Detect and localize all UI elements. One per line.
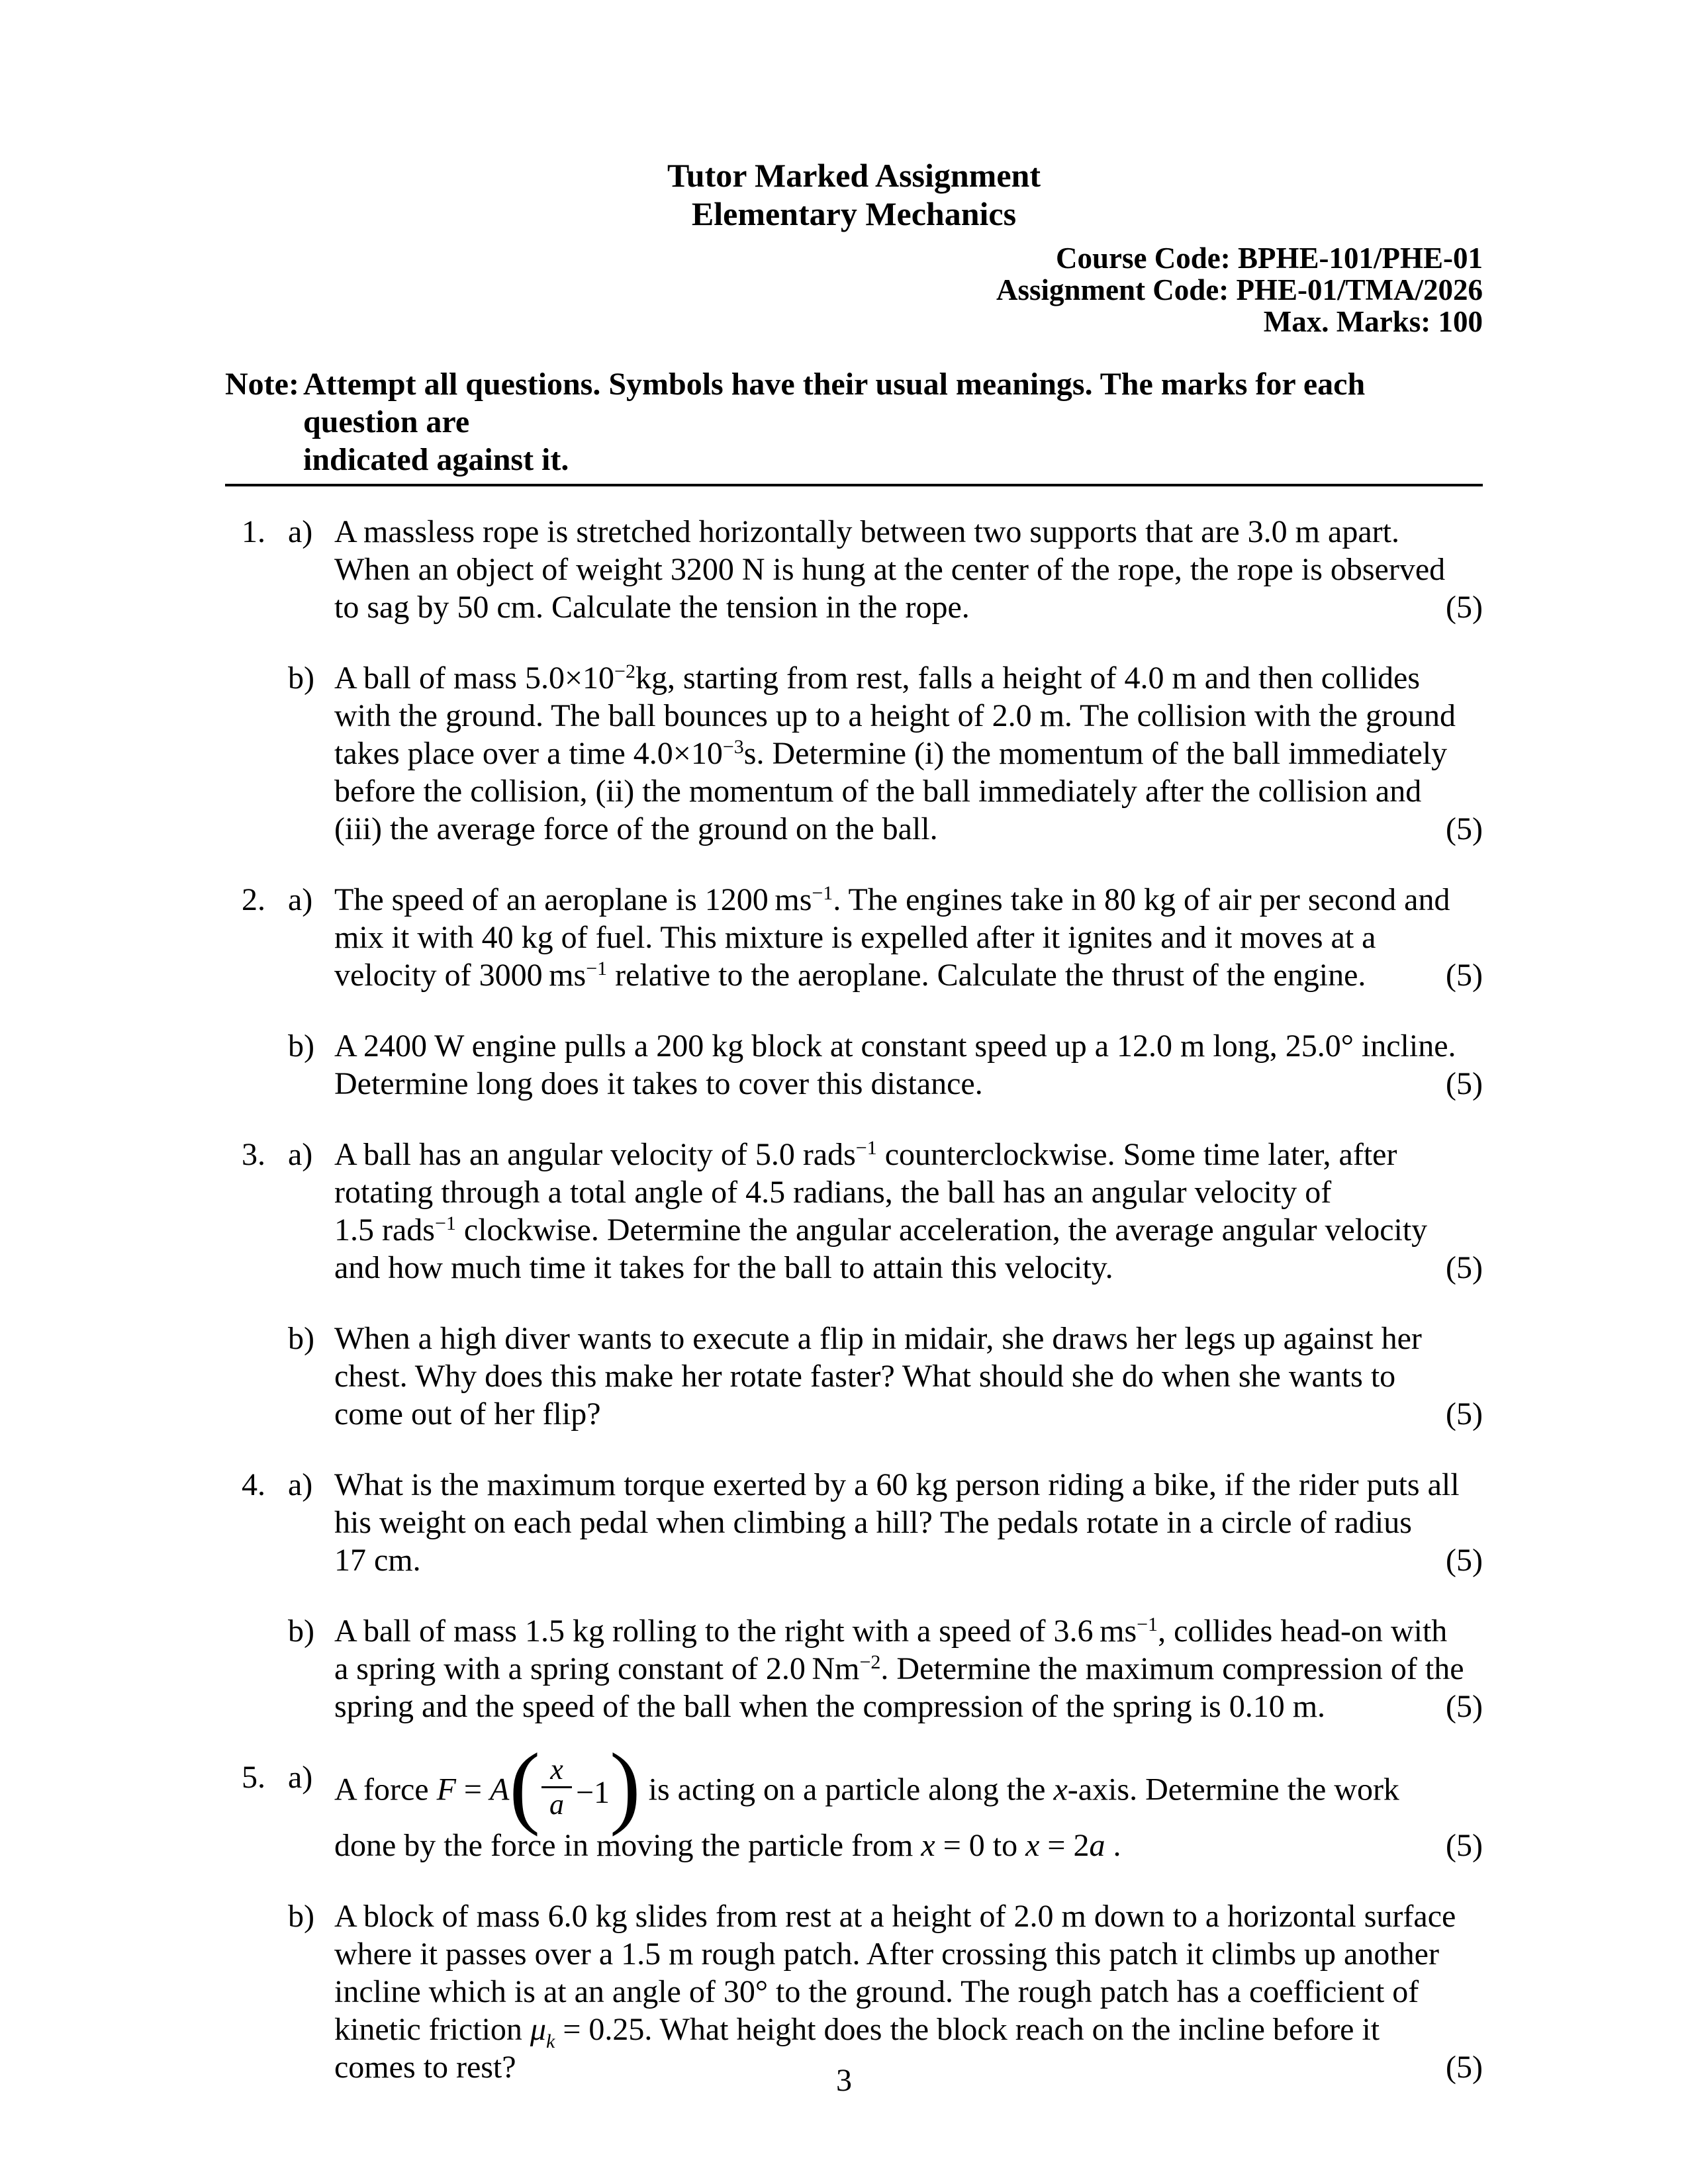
- course-title: Elementary Mechanics: [691, 195, 1017, 232]
- question-number-spacer: [242, 1320, 288, 1433]
- marks: (5): [1446, 1543, 1483, 1578]
- question-number: 5.: [242, 1760, 265, 1795]
- question-number: 3.: [242, 1137, 265, 1172]
- part-text: (5) A ball of mass 1.5 kg rolling to the right with a speed of 3.6 $ms^{-1}$, collides head-on with a spring with a spring constant of 2.0 $Nm^{-2}$. Determine the maximum compression of the spring and the speed of the ball when the compression of the spring is 0.10 m.: [334, 1614, 1483, 1724]
- marks: (5): [1446, 2050, 1483, 2085]
- question-part-5a: [225, 1734, 1483, 1864]
- part-text: (5) A ball has an angular velocity of 5.0 rads$^{-1}$ counterclockwise. Some time later, after rotating through a total angle of 4.5 radians, the ball has an angular velocity of 1.5 rads$^{-1}$ clockwise. Determine the angular acceleration, the average angular velocity and how much time it takes for the ball to attain this velocity.: [334, 1137, 1483, 1285]
- marks: (5): [1446, 811, 1483, 846]
- part-text: (5) The speed of an aeroplane is 1200 $ms^{-1}$. The engines take in 80 kg of air per second and mix it with 40 kg of fuel. This mixture is expelled after it ignites and it moves at a velocity of 3000 $ms^{-1}$ relative to the aeroplane. Calculate the thrust of the engine.: [334, 882, 1483, 993]
- question-part-5b: [225, 1897, 1483, 2086]
- marks: (5): [1446, 1250, 1483, 1285]
- part-text: (5) A 2400 W engine pulls a 200 kg block at constant speed up a 12.0 m long, 25.0° incline. Determine long does it takes to cover this distance.: [334, 1028, 1483, 1101]
- part-label: b): [288, 1899, 314, 1934]
- part-label: b): [288, 660, 314, 696]
- question-part-4b: [225, 1612, 1483, 1725]
- question-part-1a: [225, 513, 1483, 626]
- note: [225, 365, 1483, 478]
- part-text: (5) A ball of mass $5.0\times 10^{-2}kg$, starting from rest, falls a height of 4.0 m and then collides with the ground. The ball bounces up to a height of 2.0 m. The collision with the ground takes place over a time $4.0\times 10^{-3}s$. Determine (i) the momentum of the ball immediately before the collision, (ii) the momentum of the ball immediately after the collision and (iii) the average force of the ground on the ball.: [334, 660, 1483, 846]
- part-text: (5) A force F = A( $\frac{x}{a}$ −1) is acting on a particle along the x-axis. Determine the work done by the force in moving the particle from x = 0 to x = 2a .: [334, 1734, 1483, 1863]
- part-text: (5) A massless rope is stretched horizontally between two supports that are 3.0 m apart. When an object of weight 3200 N is hung at the center of the rope, the rope is observed to sag by 50 cm. Calculate the tension in the rope.: [334, 514, 1483, 625]
- divider-rule: [225, 484, 1483, 486]
- part-text: (5) A block of mass 6.0 kg slides from rest at a height of 2.0 m down to a horizontal surface where it passes over a 1.5 m rough patch. After crossing this patch it climbs up another incline which is at an angle of 30° to the ground. The rough patch has a coefficient of kinetic friction $\mu_k = 0.25$. What height does the block reach on the incline before it comes to rest?: [334, 1899, 1483, 2085]
- marks: (5): [1446, 958, 1483, 993]
- part-text: (5) When a high diver wants to execute a flip in midair, she draws her legs up against her chest. Why does this make her rotate faster? What should she do when she wants to come out of her flip?: [334, 1321, 1483, 1432]
- question-part-4a: [225, 1466, 1483, 1579]
- title-block: [225, 156, 1483, 233]
- question-part-2b: [225, 1027, 1483, 1103]
- assignment-code: Assignment Code: PHE-01/TMA/2026: [996, 273, 1483, 306]
- question-part-2a: [225, 881, 1483, 994]
- question-number-spacer: [242, 1612, 288, 1725]
- max-marks: Max. Marks: 100: [1263, 305, 1483, 338]
- part-label: a): [288, 1467, 313, 1502]
- assignment-title: Tutor Marked Assignment: [667, 157, 1041, 194]
- part-label: b): [288, 1321, 314, 1356]
- question-number-spacer: [242, 1027, 288, 1103]
- page-number: 3: [836, 2063, 852, 2098]
- part-label: a): [288, 1760, 313, 1795]
- question-number: 1.: [242, 514, 265, 549]
- part-label: a): [288, 514, 313, 549]
- marks: (5): [1446, 590, 1483, 625]
- part-text: (5) What is the maximum torque exerted by a 60 kg person riding a bike, if the rider puts all his weight on each pedal when climbing a hill? The pedals rotate in a circle of radius 17 cm.: [334, 1467, 1483, 1578]
- marks: (5): [1446, 1066, 1483, 1101]
- question-part-3b: [225, 1320, 1483, 1433]
- marks: (5): [1446, 1689, 1483, 1724]
- marks: (5): [1446, 1396, 1483, 1432]
- question-number-spacer: [242, 659, 288, 848]
- part-label: a): [288, 1137, 313, 1172]
- question-number-spacer: [242, 1897, 288, 2086]
- code-block: [225, 242, 1483, 338]
- question-list: [225, 513, 1483, 2086]
- part-label: a): [288, 882, 313, 917]
- course-code: Course Code: BPHE-101/PHE-01: [1056, 242, 1483, 275]
- part-label: b): [288, 1614, 314, 1649]
- note-text: Attempt all questions. Symbols have their usual meanings. The marks for each question are indicated against it.: [303, 367, 1366, 477]
- marks: (5): [1446, 1828, 1483, 1863]
- part-label: b): [288, 1028, 314, 1064]
- question-number: 2.: [242, 882, 265, 917]
- question-number: 4.: [242, 1467, 265, 1502]
- question-part-1b: [225, 659, 1483, 848]
- question-part-3a: [225, 1136, 1483, 1287]
- note-label: Note:: [225, 367, 299, 402]
